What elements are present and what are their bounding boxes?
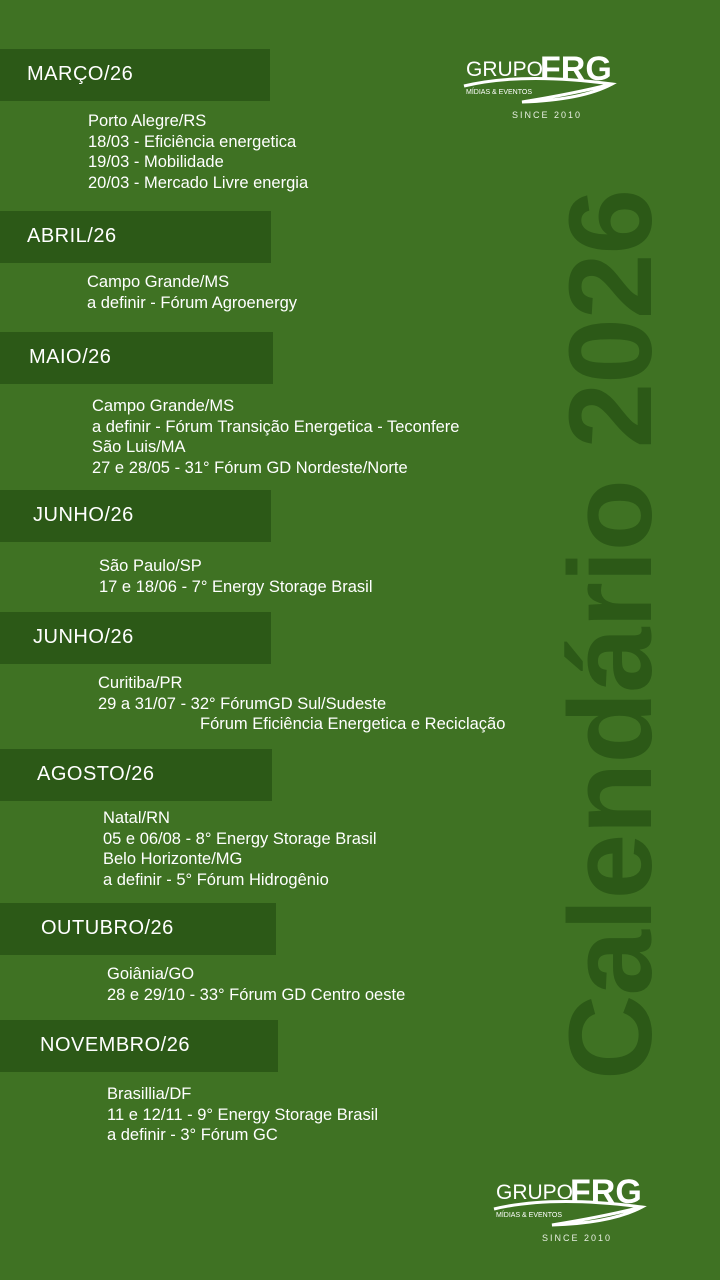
- logo-frg: FRG: [540, 50, 612, 88]
- event-line: a definir - Fórum Agroenergy: [87, 293, 298, 312]
- event-line: Belo Horizonte/MG: [103, 850, 243, 868]
- event-line: 19/03 - Mobilidade: [88, 153, 224, 171]
- event-line: 28 e 29/10 - 33° Fórum GD Centro oeste: [107, 985, 406, 1004]
- event-line: 27 e 28/05 - 31° Fórum GD Nordeste/Norte: [92, 458, 408, 477]
- event-line: a definir - 5° Fórum Hidrogênio: [103, 870, 329, 889]
- month-label: JUNHO/26: [33, 504, 134, 526]
- events-maio: [92, 396, 459, 478]
- logo-tagline: MÍDIAS & EVENTOS: [496, 1212, 562, 1219]
- month-band-agosto: [0, 749, 272, 801]
- event-line: Porto Alegre/RS: [88, 112, 207, 130]
- logo-since: SINCE 2010: [511, 110, 583, 120]
- month-band-junho: [0, 490, 271, 542]
- events-novembro: [107, 1084, 378, 1146]
- logo-mark: [492, 1173, 662, 1233]
- month-label: MARÇO/26: [27, 63, 134, 85]
- event-line: Natal/RN: [103, 809, 170, 827]
- month-band-abril: [0, 211, 271, 263]
- month-label: JUNHO/26: [33, 626, 134, 648]
- month-label: MAIO/26: [29, 346, 112, 368]
- month-band-marco: [0, 49, 270, 101]
- month-band-novembro: [0, 1020, 278, 1072]
- event-line: 20/03 - Mercado Livre energia: [88, 173, 309, 192]
- event-line: 17 e 18/06 - 7° Energy Storage Brasil: [99, 577, 373, 596]
- month-band-junho-2: [0, 612, 271, 664]
- events-marco: [88, 111, 308, 193]
- logo-top: [462, 50, 632, 130]
- event-line: a definir - Fórum Transição Energetica - Teconfere: [92, 417, 460, 436]
- event-line: Goiânia/GO: [107, 965, 195, 983]
- event-line: 18/03 - Eficiência energetica: [88, 132, 297, 151]
- events-abril: [87, 272, 297, 313]
- month-label: AGOSTO/26: [37, 763, 155, 785]
- event-line: São Paulo/SP: [99, 557, 202, 575]
- event-line: São Luis/MA: [92, 438, 186, 456]
- event-line: Brasillia/DF: [107, 1085, 192, 1103]
- event-line: Curitiba/PR: [98, 674, 183, 692]
- events-outubro: [107, 964, 405, 1005]
- month-label: NOVEMBRO/26: [40, 1034, 190, 1056]
- events-junho-2: [98, 673, 505, 735]
- month-band-outubro: [0, 903, 276, 955]
- event-line: 05 e 06/08 - 8° Energy Storage Brasil: [103, 829, 377, 848]
- event-line: 11 e 12/11 - 9° Energy Storage Brasil: [107, 1105, 379, 1124]
- logo-since: SINCE 2010: [541, 1233, 613, 1243]
- event-line: a definir - 3° Fórum GC: [107, 1126, 278, 1144]
- month-label: ABRIL/26: [27, 225, 117, 247]
- event-line: Campo Grande/MS: [92, 397, 235, 415]
- logo-grupo: GRUPO: [466, 58, 544, 81]
- event-line: Fórum Eficiência Energetica e Reciclação: [200, 715, 506, 733]
- event-line: 29 a 31/07 - 32° FórumGD Sul/Sudeste: [98, 694, 387, 713]
- logo-tagline: MÍDIAS & EVENTOS: [466, 89, 532, 96]
- logo-mark: [462, 50, 632, 110]
- month-band-maio: [0, 332, 273, 384]
- event-line: Campo Grande/MS: [87, 273, 230, 291]
- events-agosto: [103, 808, 377, 890]
- month-label: OUTUBRO/26: [41, 917, 174, 939]
- events-junho: [99, 556, 373, 597]
- logo-bottom: [492, 1173, 662, 1253]
- logo-grupo: GRUPO: [496, 1181, 574, 1204]
- logo-frg: FRG: [570, 1173, 642, 1211]
